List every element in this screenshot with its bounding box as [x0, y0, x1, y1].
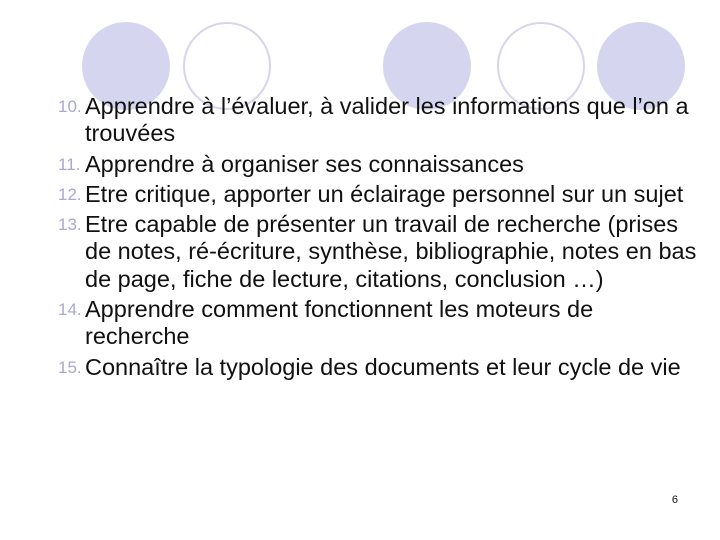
list-item [58, 181, 698, 208]
list-item-text: Etre capable de présenter un travail de recherche (prises de notes, ré-écriture, synthèse, bibliographie, notes en bas de page, fiche de lecture, citations, conclusion …) [85, 211, 697, 292]
list-item-number: 15. [58, 357, 82, 377]
page-number: 6 [671, 494, 678, 506]
list-item-number: 12. [58, 184, 82, 204]
list-item-text: Apprendre comment fonctionnent les moteurs de recherche [85, 296, 594, 350]
list-item-number: 13. [58, 215, 82, 235]
list-item-text: Connaître la typologie des documents et leur cycle de vie [85, 353, 681, 380]
list-item [58, 93, 698, 148]
list-item [58, 211, 698, 293]
list-item [58, 151, 698, 178]
list-item-number: 11. [58, 154, 81, 174]
list-item-text: Apprendre à organiser ses connaissances [85, 150, 524, 177]
list-item-number: 14. [58, 300, 82, 320]
list-item-text: Apprendre à l’évaluer, à valider les informations que l’on a trouvées [85, 93, 689, 147]
list-item [58, 296, 698, 351]
list-item-text: Etre critique, apporter un éclairage personnel sur un sujet [85, 180, 684, 207]
list-item-number: 10. [58, 97, 82, 116]
objectives-list [58, 93, 698, 384]
list-item [58, 354, 698, 381]
